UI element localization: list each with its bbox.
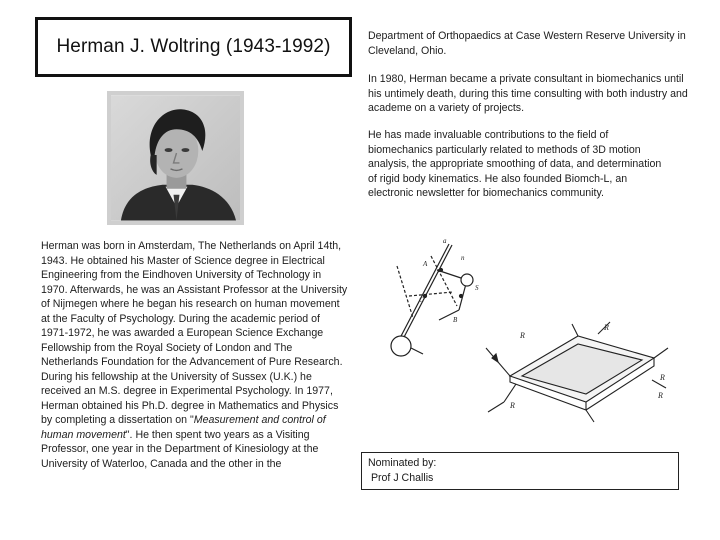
plate-label: R	[658, 391, 663, 400]
pendulum-label: a	[443, 237, 447, 245]
biography-paragraph	[41, 239, 349, 471]
nomination-box	[361, 452, 679, 490]
title-box	[35, 17, 352, 77]
portrait-photo	[107, 91, 244, 225]
pendulum-label: A	[423, 260, 428, 268]
nomination-label: Nominated by:	[368, 457, 437, 469]
nominator-name: Prof J Challis	[368, 472, 434, 484]
department-paragraph: Department of Orthopaedics at Case Western Reserve University in Cleveland, Ohio.	[368, 30, 686, 57]
plate-label: R	[660, 373, 665, 382]
biography-text-continued: ". He then spent two years as a Visiting Professor, one year in the Department of Kinesiology at the University of Waterloo, Canada and the other in the	[41, 428, 319, 470]
contributions-paragraph: He has made invaluable contributions to the field of biomechanics particularly related to methods of 3D motion analysis, the appropriate smoothing of data, and determination of rigid body kinematics. He also founded Biomch-L, an electronic newsletter for biomechanics community.	[368, 129, 662, 199]
pendulum-label: n	[461, 254, 465, 262]
plate-label: R	[520, 331, 525, 340]
pendulum-label: C	[419, 296, 424, 304]
plate-label: R	[604, 323, 609, 332]
consultant-paragraph: In 1980, Herman became a private consultant in biomechanics until his untimely death, during this time consulting with both industry and academe on a variety of projects.	[368, 73, 688, 114]
dissertation-title: Measurement and control of human movement	[41, 414, 326, 441]
pendulum-label: B	[453, 316, 458, 324]
biography-text: Herman was born in Amsterdam, The Netherlands on April 14th, 1943. He obtained his Master of Science degree in Electrical Engineering from the Eindhoven University of Technology in 1970. Afterwards, he was an Assistant Professor at the University of Nijmegen where he began his research on human movement at the Faculty of Psychology. During the academic period of 1971-1972, he was awarded a European Science Exchange Fellowship from the Royal Society of London and The Netherlands Foundation for the Advancement of Pure Research. During his fellowship at the University of Sussex (U.K.) he received an M.S. degree in Experimental Psychology. In 1977, Herman obtained his Ph.D. degree in Mathematics and Physics by completing a dissertation on "	[41, 240, 348, 426]
force-plate-figure	[480, 318, 675, 428]
force-plate-diagram-icon	[480, 318, 675, 428]
pendulum-label: S	[475, 284, 479, 292]
page-title: Herman J. Woltring (1943-1992)	[56, 36, 331, 57]
plate-label: R	[510, 401, 515, 410]
portrait-photo-icon	[111, 95, 240, 221]
